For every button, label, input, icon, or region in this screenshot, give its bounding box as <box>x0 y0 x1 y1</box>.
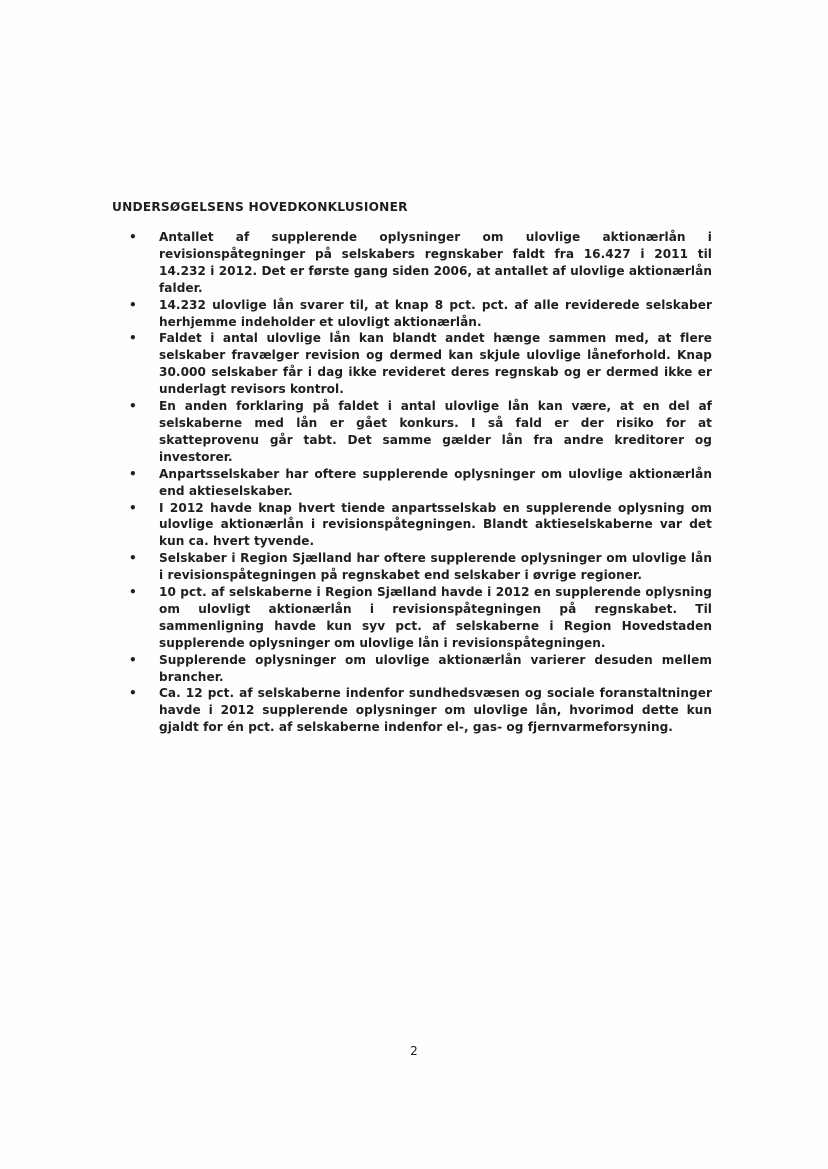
list-item <box>112 550 712 584</box>
list-item-text: Faldet i antal ulovlige lån kan blandt andet hænge sammen med, at flere selskaber fravælger revision og dermed kan skjule ulovlige låneforhold. Knap 30.000 selskaber får i dag ikke revideret deres regnskab og er dermed ikke er underlagt revisors kontrol. <box>159 331 712 397</box>
list-item <box>112 685 712 736</box>
bullet-icon: • <box>129 466 137 481</box>
list-item <box>112 330 712 398</box>
list-item-text: Antallet af supplerende oplysninger om ulovlige aktionærlån i revisionspåtegninger på selskabers regnskaber faldt fra 16.427 i 2011 til 14.232 i 2012. Det er første gang siden 2006, at antallet af ulovlige aktionærlån falder. <box>159 230 712 295</box>
bullet-icon: • <box>129 652 137 667</box>
conclusions-list <box>112 229 712 736</box>
page-number: 2 <box>410 1044 418 1058</box>
bullet-icon: • <box>129 551 137 566</box>
list-item-text: 14.232 ulovlige lån svarer til, at knap 8 pct. pct. af alle reviderede selskaber herhjemme indeholder et ulovligt aktionærlån. <box>159 297 712 329</box>
list-item <box>112 229 712 297</box>
bullet-icon: • <box>129 585 137 600</box>
bullet-icon: • <box>129 399 137 414</box>
bullet-icon: • <box>129 297 137 312</box>
list-item-text: I 2012 havde knap hvert tiende anpartsselskab en supplerende oplysning om ulovlige aktionærlån i revisionspåtegningen. Blandt aktieselskaberne var det kun ca. hvert tyvende. <box>159 500 712 549</box>
bullet-icon: • <box>129 686 137 701</box>
list-item-text: Anpartsselskaber har oftere supplerende oplysninger om ulovlige aktionærlån end aktieselskaber. <box>159 466 712 498</box>
list-item-text: Supplerende oplysninger om ulovlige aktionærlån varierer desuden mellem brancher. <box>159 652 712 684</box>
bullet-icon: • <box>129 230 137 244</box>
list-item <box>112 297 712 331</box>
list-item-text: 10 pct. af selskaberne i Region Sjælland havde i 2012 en supplerende oplysning om ulovligt aktionærlån i revisionspåtegningen på regnskabet. Til sammenligning havde kun syv pct. af selskaberne i Region Hovedstaden supplerende oplysninger om ulovlige lån i revisionspåtegningen. <box>159 585 712 650</box>
list-item-text: Selskaber i Region Sjælland har oftere supplerende oplysninger om ulovlige lån i revisionspåtegningen på regnskabet end selskaber i øvrige regioner. <box>159 551 712 583</box>
list-item <box>112 500 712 551</box>
list-item <box>112 584 712 652</box>
list-item-text: En anden forklaring på faldet i antal ulovlige lån kan være, at en del af selskaberne med lån er gået konkurs. I så fald er der risiko for at skatteprovenu går tabt. Det samme gælder lån fra andre kreditorer og investorer. <box>159 399 712 464</box>
list-item-text: Ca. 12 pct. af selskaberne indenfor sundhedsvæsen og sociale foranstaltninger havde i 2012 supplerende oplysninger om ulovlige lån, hvorimod dette kun gjaldt for én pct. af selskaberne indenfor el-, gas- og fjernvarmeforsyning. <box>159 686 712 735</box>
section-heading: UNDERSØGELSENS HOVEDKONKLUSIONER <box>112 200 408 214</box>
bullet-icon: • <box>129 500 137 515</box>
list-item <box>112 398 712 466</box>
bullet-icon: • <box>129 331 137 346</box>
list-item <box>112 652 712 686</box>
list-item <box>112 466 712 500</box>
